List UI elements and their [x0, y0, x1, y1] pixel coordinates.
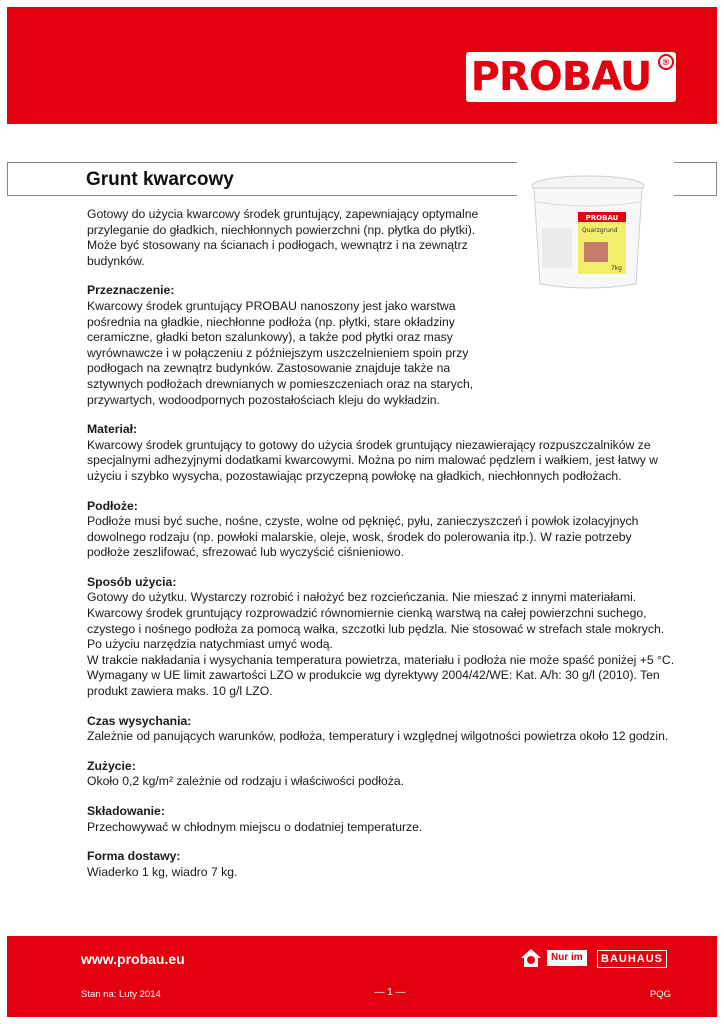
section-czas — [87, 714, 677, 745]
heading-forma: Forma dostawy: — [87, 849, 181, 864]
intro-text: Gotowy do użycia kwarcowy środek gruntujący, zapewniający optymalne przyleganie do gładkich, niechłonnych powierzchni (np. płytka do płytki). Może być stosowany na ścianach i podłogach, wewnątrz i na zewnątrz budynków. — [87, 207, 479, 268]
text-zuzycie: Około 0,2 kg/m² zależnie od rodzaju i właściwości podłoża. — [87, 774, 405, 789]
page-number: — 1 — — [374, 987, 406, 998]
house-icon — [519, 947, 543, 969]
title-frame-right — [674, 162, 717, 196]
bucket-product: Quarzgrund — [582, 227, 618, 234]
text-podloze: Podłoże musi być suche, nośne, czyste, wolne od pęknięć, pyłu, zanieczyszczeń i powłok izolacyjnych dowolnego rodzaju (np. powłoki malarskie, oleje, wosk, środek do polerowania itp.). W razie potrzeby podłoże zeszlifować, sfrezować lub wyczyścić ciśnieniowo. — [87, 514, 639, 560]
text-sposob: Gotowy do użytku. Wystarczy rozrobić i nałożyć bez rozcieńczania. Nie mieszać z innymi materiałami. Kwarcowy środek gruntujący rozprowadzić równomiernie cienką warstwą na całej powierzchni suchego, czystego i nośnego podłoża za pomocą wałka, szczotki lub pędzla. Nie stosować w strefach stale mokrych. — [87, 590, 665, 636]
text-sposob-p4: Wymagany w UE limit zawartości LZO w produkcie wg dyrektywy 2004/42/WE: Kat. A/h: 30 g/l (2010). Ten produkt zawiera maks. 10 g/l LZO. — [87, 668, 660, 699]
section-material — [87, 422, 677, 484]
heading-skladowanie: Składowanie: — [87, 804, 165, 818]
heading-sposob: Sposób użycia: — [87, 574, 177, 589]
bauhaus-logo — [519, 945, 679, 971]
bucket-brand: PROBAU — [585, 214, 619, 222]
text-skladowanie: Przechowywać w chłodnym miejscu o dodatniej temperaturze. — [87, 819, 423, 834]
heading-material: Materiał: — [87, 422, 138, 437]
probau-logo — [466, 52, 676, 102]
heading-podloze: Podłoże: — [87, 498, 138, 513]
section-skladowanie — [87, 804, 677, 835]
text-przeznaczenie: Kwarcowy środek gruntujący PROBAU nanoszony jest jako warstwa pośrednia na gładkie, niechłonne podłoża (np. płytki, stare okładziny ceramiczne, gładki beton szalunkowy), a także pod płytki oraz masy wyrównawcze i w połączeniu z późniejszym uszczelnieniem spoin przy podłogach na zewnątrz budynków. Zastosowanie znajduje także na sztywnych podłożach drewnianych w pomieszczeniach oraz na starych, przywartych, wodoodpornych pozostałościach kleju do wykładzin. — [87, 298, 474, 407]
text-forma: Wiaderko 1 kg, wiadro 7 kg. — [87, 864, 238, 879]
section-podloze — [87, 499, 677, 561]
section-zuzycie — [87, 759, 677, 790]
nur-im-label: Nur im — [547, 950, 587, 966]
bucket-weight: 7kg — [610, 265, 622, 272]
document-body — [87, 207, 677, 880]
section-forma — [87, 849, 677, 880]
status-date: Stan na: Luty 2014 — [81, 989, 161, 1000]
heading-przeznaczenie: Przeznaczenie: — [87, 283, 175, 298]
website-link[interactable]: www.probau.eu — [81, 951, 185, 967]
text-material: Kwarcowy środek gruntujący to gotowy do użycia środek gruntujący niezawierający rozpuszczalników ze specjalnymi adhezyjnymi dodatkami kwarcowymi. Można po nim malować pędzlem i wałkiem, jest łatwy w użyciu i szybko wysycha, pozostawiając przyczepną powłokę na gładkich, niechłonnych podłożach. — [87, 437, 658, 483]
section-sposob — [87, 575, 677, 700]
registered-mark: ® — [658, 54, 674, 70]
text-sposob-p2: Po użyciu narzędzia natychmiast umyć wodą. — [87, 637, 333, 652]
text-sposob-p3: W trakcie nakładania i wysychania temperatura powietrza, materiału i podłoża nie może spaść poniżej +5 °C. — [87, 652, 675, 667]
logo-text: PROBAU — [470, 54, 652, 100]
page-title: Grunt kwarcowy — [86, 169, 234, 190]
heading-czas: Czas wysychania: — [87, 713, 192, 728]
bauhaus-label: BAUHAUS — [597, 950, 667, 968]
heading-zuzycie: Zużycie: — [87, 758, 136, 773]
text-czas: Zależnie od panujących warunków, podłoża, temperatury i względnej wilgotności powietrza około 12 godzin. — [87, 729, 669, 744]
product-code: PQG — [649, 989, 671, 1000]
section-przeznaczenie — [87, 283, 507, 408]
title-frame-left — [7, 162, 517, 196]
